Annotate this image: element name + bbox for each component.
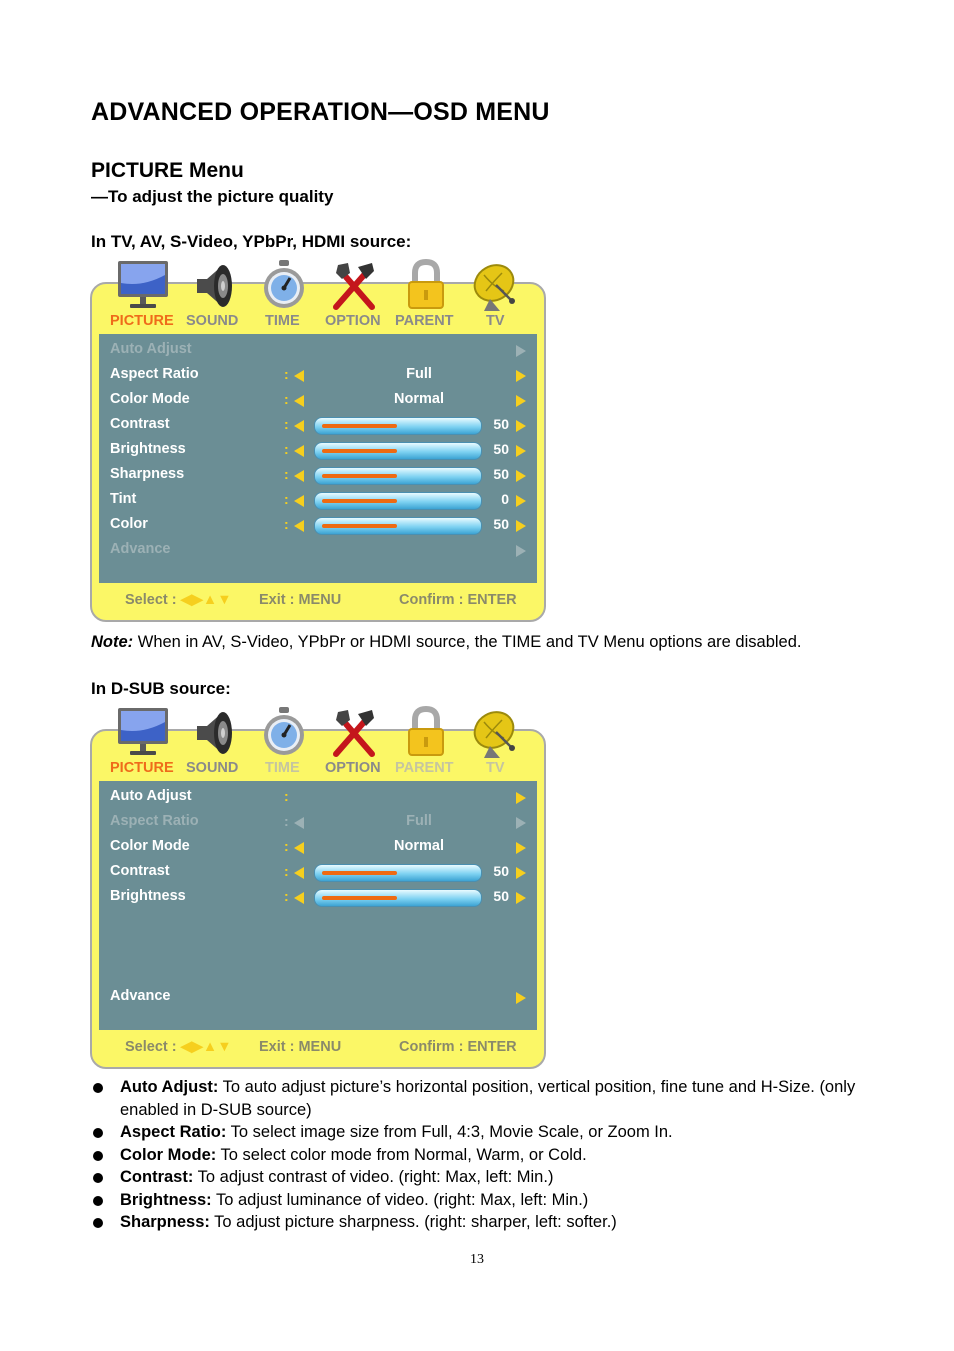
footer-select-label: Select : [125,592,177,608]
menu-row-label: Contrast [110,863,170,879]
bullet-icon [93,1218,103,1228]
list-item-text: To auto adjust picture’s horizontal position, vertical position, fine tune and H-Size. (only enabled in D-SUB source) [120,1078,856,1119]
slider-value: 50 [493,516,509,532]
list-item-term: Color Mode: [120,1145,217,1164]
arrow-left-icon[interactable] [294,395,304,407]
slider-fill [322,896,397,900]
tab-tv[interactable]: TV [486,760,505,776]
slider-fill [322,524,397,528]
arrow-left-icon[interactable] [294,470,304,482]
arrow-right-icon[interactable] [516,817,526,829]
tools-icon[interactable] [324,704,386,762]
note-text: When in AV, S-Video, YPbPr or HDMI source, the TIME and TV Menu options are disabled. [133,633,802,651]
note-label: Note: [91,633,134,651]
menu-row-label: Brightness [110,441,186,457]
monitor-icon[interactable] [113,257,175,315]
separator-colon: : [284,516,289,532]
menu-row-label: Advance [110,541,171,557]
menu-row-aspect-ratio[interactable] [99,810,537,835]
slider-value: 50 [493,416,509,432]
menu-row-contrast[interactable] [99,413,537,438]
slider-fill [322,474,397,478]
page-number: 13 [470,1252,484,1267]
bullet-icon [93,1151,103,1161]
menu-row-label: Auto Adjust [110,788,192,804]
slider-value: 0 [501,491,509,507]
tab-picture[interactable]: PICTURE [110,313,174,329]
list-item [91,1166,891,1189]
separator-colon: : [284,491,289,507]
tools-icon[interactable] [324,257,386,315]
tab-option[interactable]: OPTION [325,313,381,329]
list-item-text: To select image size from Full, 4:3, Movie Scale, or Zoom In. [226,1123,673,1141]
arrow-left-icon[interactable] [294,420,304,432]
menu-row-color-mode[interactable] [99,388,537,413]
satellite-dish-icon[interactable] [466,257,528,315]
tab-tv[interactable]: TV [486,313,505,329]
slider-value: 50 [493,888,509,904]
slider-track[interactable] [314,517,482,535]
speaker-icon[interactable] [183,257,245,315]
slider-fill [322,871,397,875]
slider-track[interactable] [314,864,482,882]
source-label-dsub: In D-SUB source: [91,679,231,698]
bullet-icon [93,1083,103,1093]
menu-row-label: Contrast [110,416,170,432]
feature-list [91,1076,891,1234]
arrow-right-icon[interactable] [516,545,526,557]
slider-track[interactable] [314,467,482,485]
footer-select-label: Select : [125,1039,177,1055]
menu-row-advance[interactable] [99,985,537,1010]
tab-sound[interactable]: SOUND [186,760,239,776]
arrow-right-icon[interactable] [516,992,526,1004]
menu-row-label: Brightness [110,888,186,904]
menu-row-value: Normal [394,838,444,854]
list-item-text: To adjust picture sharpness. (right: sharper, left: softer.) [209,1213,617,1231]
menu-row-label: Auto Adjust [110,341,192,357]
separator-colon: : [284,788,289,804]
menu-row-label: Aspect Ratio [110,813,199,829]
list-item-term: Contrast: [120,1168,194,1186]
arrow-left-icon[interactable] [294,370,304,382]
menu-row-contrast[interactable] [99,860,537,885]
satellite-dish-icon[interactable] [466,704,528,762]
list-item-term: Brightness: [120,1190,212,1209]
footer-confirm: Confirm : ENTER [399,1039,517,1055]
nav-arrows-icon: ◀▶▲▼ [176,1039,232,1055]
slider-value: 50 [493,466,509,482]
list-item-term: Auto Adjust: [120,1078,219,1096]
osd-menu-dsub-source [90,704,546,1069]
separator-colon: : [284,391,289,407]
arrow-right-icon[interactable] [516,445,526,457]
slider-value: 50 [493,863,509,879]
slider-track[interactable] [314,492,482,510]
menu-row-label: Sharpness [110,466,185,482]
menu-row-auto-adjust[interactable] [99,785,537,810]
slider-value: 50 [493,441,509,457]
tab-option[interactable]: OPTION [325,760,381,776]
bullet-icon [93,1128,103,1138]
menu-row-label: Color [110,516,148,532]
bullet-icon [93,1173,103,1183]
list-item [91,1189,891,1212]
list-item-term: Sharpness: [120,1213,210,1231]
menu-row-aspect-ratio[interactable] [99,363,537,388]
separator-colon: : [284,813,289,829]
menu-row-brightness[interactable] [99,438,537,463]
section-purpose: —To adjust the picture quality [91,187,334,206]
separator-colon: : [284,441,289,457]
bullet-icon [93,1196,103,1206]
arrow-right-icon[interactable] [516,370,526,382]
menu-row-label: Advance [110,988,171,1004]
tab-picture[interactable]: PICTURE [110,760,174,776]
list-item [91,1121,891,1144]
arrow-left-icon[interactable] [294,867,304,879]
footer-exit: Exit : MENU [259,592,342,608]
tab-time[interactable]: TIME [265,760,300,776]
footer-select [125,1039,232,1055]
section-title: PICTURE Menu [91,159,244,182]
menu-row-advance[interactable] [99,538,537,563]
source-label-tv: In TV, AV, S-Video, YPbPr, HDMI source: [91,232,412,251]
osd-menu-panel [99,334,537,583]
menu-row-brightness[interactable] [99,885,537,910]
note [91,633,801,652]
menu-row-color-mode[interactable] [99,835,537,860]
menu-row-sharpness[interactable] [99,463,537,488]
separator-colon: : [284,888,289,904]
arrow-right-icon[interactable] [516,520,526,532]
arrow-left-icon[interactable] [294,445,304,457]
separator-colon: : [284,838,289,854]
slider-fill [322,449,397,453]
arrow-left-icon[interactable] [294,817,304,829]
footer-select [125,592,232,608]
stopwatch-icon[interactable] [253,257,315,315]
tab-parent[interactable]: PARENT [395,313,454,329]
arrow-left-icon[interactable] [294,520,304,532]
arrow-right-icon[interactable] [516,495,526,507]
slider-track[interactable] [314,417,482,435]
arrow-right-icon[interactable] [516,892,526,904]
menu-row-value: Full [406,813,432,829]
menu-row-value: Normal [394,391,444,407]
stopwatch-icon[interactable] [253,704,315,762]
arrow-right-icon[interactable] [516,420,526,432]
menu-row-label: Tint [110,491,137,507]
list-item [91,1144,891,1167]
list-item-text: To adjust luminance of video. (right: Max, left: Min.) [211,1190,589,1209]
arrow-left-icon[interactable] [294,892,304,904]
tab-parent[interactable]: PARENT [395,760,454,776]
menu-row-label: Color Mode [110,838,190,854]
menu-row-value: Full [406,366,432,382]
osd-menu-panel [99,781,537,1030]
menu-row-label: Aspect Ratio [110,366,199,382]
footer-exit: Exit : MENU [259,1039,342,1055]
tab-time[interactable]: TIME [265,313,300,329]
arrow-right-icon[interactable] [516,395,526,407]
list-item [91,1211,891,1234]
list-item-term: Aspect Ratio: [120,1123,227,1141]
slider-fill [322,424,397,428]
menu-row-label: Color Mode [110,391,190,407]
slider-fill [322,499,397,503]
list-item-text: To select color mode from Normal, Warm, or Cold. [216,1145,587,1164]
menu-row-auto-adjust[interactable] [99,338,537,363]
separator-colon: : [284,416,289,432]
arrow-right-icon[interactable] [516,867,526,879]
osd-menu-tv-sources [90,257,546,622]
padlock-icon[interactable] [395,704,457,762]
menu-row-tint[interactable] [99,488,537,513]
list-item-text: To adjust contrast of video. (right: Max, left: Min.) [193,1168,554,1186]
footer-confirm: Confirm : ENTER [399,592,517,608]
slider-track[interactable] [314,442,482,460]
separator-colon: : [284,863,289,879]
padlock-icon[interactable] [395,257,457,315]
arrow-right-icon[interactable] [516,470,526,482]
page-heading: ADVANCED OPERATION—OSD MENU [91,98,550,126]
speaker-icon[interactable] [183,704,245,762]
arrow-right-icon[interactable] [516,842,526,854]
arrow-left-icon[interactable] [294,842,304,854]
separator-colon: : [284,366,289,382]
separator-colon: : [284,466,289,482]
tab-sound[interactable]: SOUND [186,313,239,329]
nav-arrows-icon: ◀▶▲▼ [176,592,232,608]
arrow-right-icon[interactable] [516,792,526,804]
slider-track[interactable] [314,889,482,907]
arrow-right-icon[interactable] [516,345,526,357]
menu-row-color[interactable] [99,513,537,538]
arrow-left-icon[interactable] [294,495,304,507]
list-item [91,1076,891,1121]
monitor-icon[interactable] [113,704,175,762]
